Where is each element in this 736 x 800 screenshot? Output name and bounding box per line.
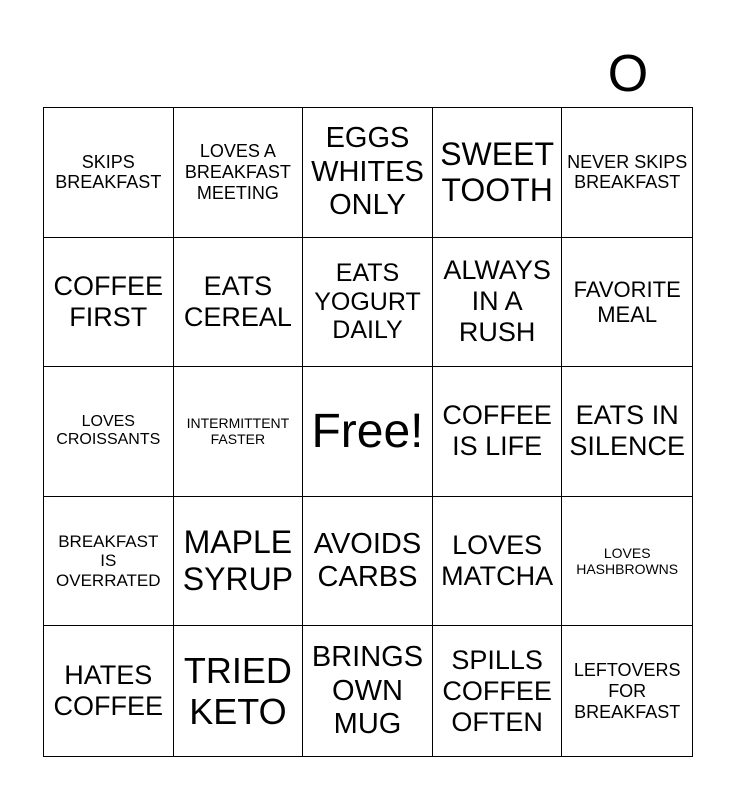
bingo-cell[interactable] (44, 497, 174, 627)
bingo-cell-text: LOVES MATCHA (441, 530, 554, 592)
bingo-cell[interactable] (303, 497, 433, 627)
bingo-cell[interactable] (433, 497, 563, 627)
bingo-cell-text: COFFEE IS LIFE (442, 400, 552, 462)
bingo-cell[interactable] (562, 367, 692, 497)
bingo-cell[interactable] (433, 108, 563, 238)
bingo-cell-text: Free! (311, 404, 424, 458)
bingo-cell[interactable] (44, 367, 174, 497)
bingo-cell-text: EATS CEREAL (183, 270, 292, 332)
bingo-cell[interactable] (562, 238, 692, 368)
bingo-cell[interactable] (562, 626, 692, 756)
header-letter-4 (433, 40, 563, 108)
bingo-cell-text: SWEET TOOTH (440, 135, 554, 209)
bingo-cell-text: COFFEE FIRST (53, 270, 164, 332)
bingo-cell[interactable] (562, 108, 692, 238)
bingo-cell[interactable] (174, 497, 304, 627)
bingo-cell[interactable] (433, 238, 563, 368)
bingo-cell-text: SPILLS COFFEE OFTEN (442, 644, 552, 737)
bingo-cell[interactable] (433, 367, 563, 497)
bingo-cell-text: LOVES A BREAKFAST MEETING (184, 141, 291, 203)
bingo-cell-text: HATES COFFEE (53, 660, 164, 722)
bingo-cell-text: TRIED KETO (183, 649, 292, 733)
bingo-cell[interactable] (44, 238, 174, 368)
header-letter-1 (43, 40, 173, 108)
bingo-cell-text: EATS IN SILENCE (569, 400, 685, 462)
bingo-cell-text: EATS YOGURT DAILY (314, 258, 421, 345)
bingo-cell[interactable] (174, 238, 304, 368)
bingo-cell[interactable] (174, 367, 304, 497)
bingo-cell[interactable] (44, 108, 174, 238)
bingo-cell[interactable] (174, 108, 304, 238)
free-space-cell[interactable] (303, 367, 433, 497)
bingo-cell[interactable] (303, 238, 433, 368)
bingo-cell-text: NEVER SKIPS BREAKFAST (567, 151, 688, 193)
bingo-cell-text: LEFTOVERS FOR BREAKFAST (573, 660, 681, 722)
bingo-cell-text: LOVES HASHBROWNS (576, 545, 679, 578)
bingo-header (43, 40, 693, 108)
bingo-cell-text: FAVORITE MEAL (573, 276, 681, 327)
bingo-cell-text: LOVES CROISSANTS (56, 413, 161, 449)
header-letter-2 (173, 40, 303, 108)
bingo-cell[interactable] (44, 626, 174, 756)
bingo-cell-text: BREAKFAST IS OVERRATED (56, 531, 161, 590)
bingo-cell-text: SKIPS BREAKFAST (55, 151, 162, 193)
bingo-cell-text: MAPLE SYRUP (182, 524, 294, 598)
bingo-cell[interactable] (303, 108, 433, 238)
bingo-cell[interactable] (174, 626, 304, 756)
bingo-cell[interactable] (303, 626, 433, 756)
bingo-cell-text: AVOIDS CARBS (313, 527, 422, 594)
header-letter-3 (303, 40, 433, 108)
bingo-board (43, 107, 693, 757)
bingo-cell[interactable] (433, 626, 563, 756)
bingo-cell[interactable] (562, 497, 692, 627)
bingo-cell-text: ALWAYS IN A RUSH (443, 255, 551, 348)
bingo-cell-text: EGGS WHITES ONLY (311, 122, 424, 221)
header-letter-5: O (607, 45, 649, 103)
bingo-cell-text: INTERMITTENT FASTER (186, 415, 290, 448)
bingo-cell-text: BRINGS OWN MUG (311, 641, 424, 740)
